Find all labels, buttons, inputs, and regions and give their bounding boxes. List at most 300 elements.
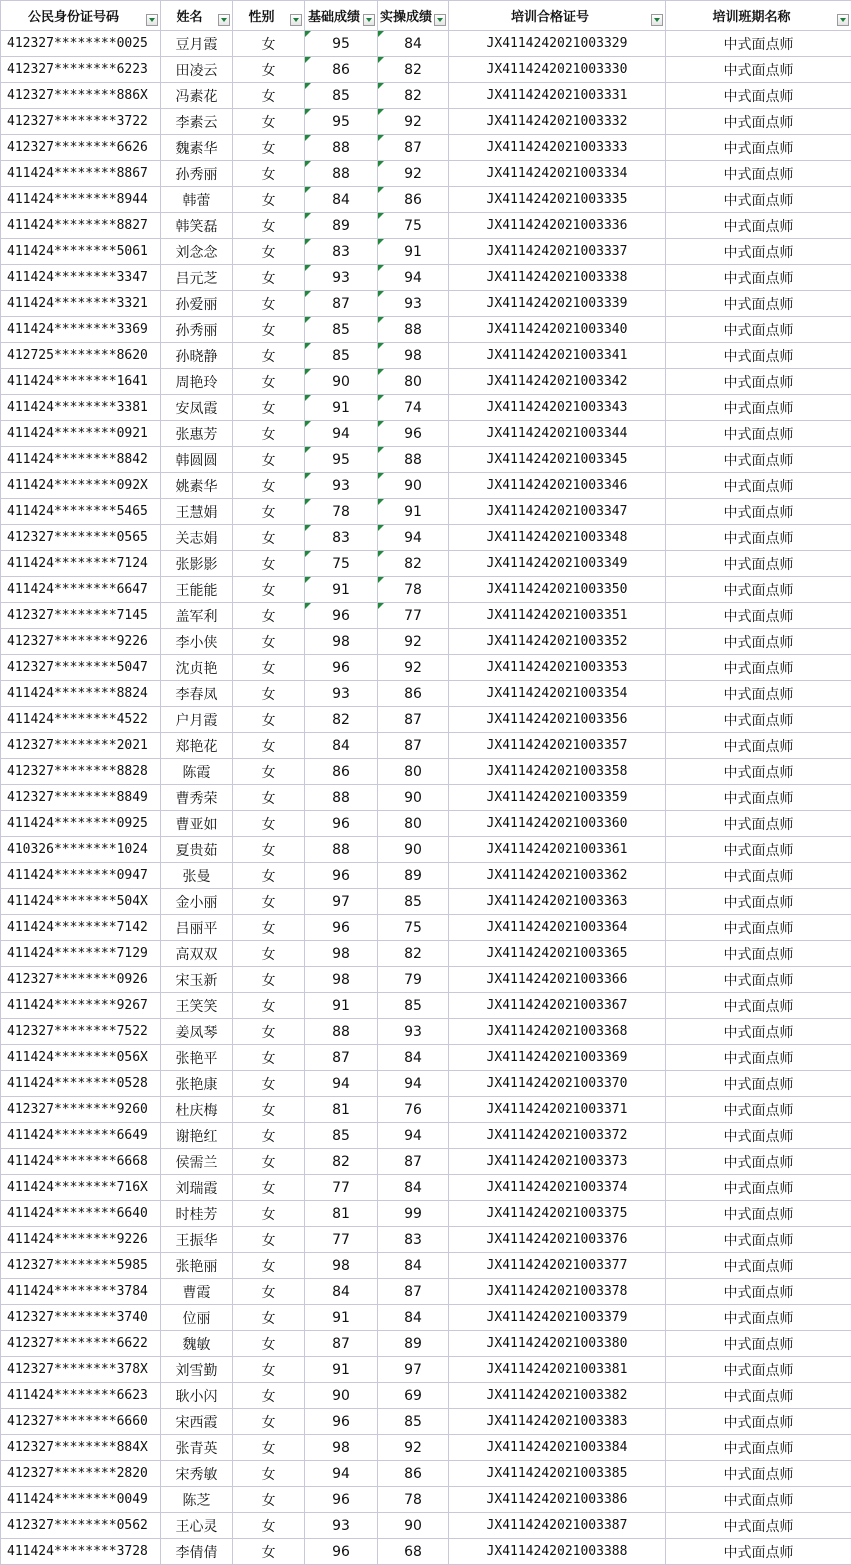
gender-cell[interactable]: 女 (233, 395, 305, 421)
certificate-number-cell[interactable]: JX4114242021003330 (449, 57, 666, 83)
practical-score-cell[interactable]: 91 (378, 239, 449, 265)
gender-cell[interactable]: 女 (233, 1175, 305, 1201)
basic-score-cell[interactable]: 82 (305, 707, 378, 733)
practical-score-cell[interactable]: 94 (378, 265, 449, 291)
basic-score-cell[interactable]: 88 (305, 785, 378, 811)
certificate-number-cell[interactable]: JX4114242021003364 (449, 915, 666, 941)
practical-score-cell[interactable]: 80 (378, 759, 449, 785)
name-cell[interactable]: 姜凤琴 (161, 1019, 233, 1045)
class-name-cell[interactable]: 中式面点师 (666, 603, 851, 629)
basic-score-cell[interactable]: 89 (305, 213, 378, 239)
certificate-number-cell[interactable]: JX4114242021003363 (449, 889, 666, 915)
certificate-number-cell[interactable]: JX4114242021003357 (449, 733, 666, 759)
class-name-cell[interactable]: 中式面点师 (666, 1019, 851, 1045)
practical-score-cell[interactable]: 86 (378, 681, 449, 707)
name-cell[interactable]: 陈芝 (161, 1487, 233, 1513)
gender-cell[interactable]: 女 (233, 421, 305, 447)
basic-score-cell[interactable]: 88 (305, 837, 378, 863)
gender-cell[interactable]: 女 (233, 681, 305, 707)
basic-score-cell[interactable]: 96 (305, 1487, 378, 1513)
basic-score-cell[interactable]: 91 (305, 1357, 378, 1383)
gender-cell[interactable]: 女 (233, 889, 305, 915)
gender-cell[interactable]: 女 (233, 759, 305, 785)
gender-cell[interactable]: 女 (233, 1123, 305, 1149)
header-practical-score[interactable] (378, 1, 449, 31)
gender-cell[interactable]: 女 (233, 187, 305, 213)
gender-cell[interactable]: 女 (233, 1019, 305, 1045)
class-name-cell[interactable]: 中式面点师 (666, 421, 851, 447)
id-number-cell[interactable]: 411424********3784 (1, 1279, 161, 1305)
gender-cell[interactable]: 女 (233, 369, 305, 395)
gender-cell[interactable]: 女 (233, 1513, 305, 1539)
practical-score-cell[interactable]: 92 (378, 629, 449, 655)
basic-score-cell[interactable]: 94 (305, 1071, 378, 1097)
certificate-number-cell[interactable]: JX4114242021003385 (449, 1461, 666, 1487)
basic-score-cell[interactable]: 93 (305, 473, 378, 499)
basic-score-cell[interactable]: 96 (305, 655, 378, 681)
gender-cell[interactable]: 女 (233, 1227, 305, 1253)
practical-score-cell[interactable]: 75 (378, 915, 449, 941)
basic-score-cell[interactable]: 85 (305, 343, 378, 369)
name-cell[interactable]: 陈霞 (161, 759, 233, 785)
practical-score-cell[interactable]: 74 (378, 395, 449, 421)
certificate-number-cell[interactable]: JX4114242021003341 (449, 343, 666, 369)
basic-score-cell[interactable]: 98 (305, 941, 378, 967)
id-number-cell[interactable]: 411424********6647 (1, 577, 161, 603)
gender-cell[interactable]: 女 (233, 603, 305, 629)
certificate-number-cell[interactable]: JX4114242021003372 (449, 1123, 666, 1149)
certificate-number-cell[interactable]: JX4114242021003359 (449, 785, 666, 811)
name-cell[interactable]: 李小侠 (161, 629, 233, 655)
basic-score-cell[interactable]: 98 (305, 629, 378, 655)
class-name-cell[interactable]: 中式面点师 (666, 655, 851, 681)
practical-score-cell[interactable]: 82 (378, 551, 449, 577)
name-cell[interactable]: 周艳玲 (161, 369, 233, 395)
id-number-cell[interactable]: 411424********4522 (1, 707, 161, 733)
certificate-number-cell[interactable]: JX4114242021003338 (449, 265, 666, 291)
class-name-cell[interactable]: 中式面点师 (666, 1331, 851, 1357)
certificate-number-cell[interactable]: JX4114242021003352 (449, 629, 666, 655)
gender-cell[interactable]: 女 (233, 1487, 305, 1513)
practical-score-cell[interactable]: 94 (378, 1071, 449, 1097)
id-number-cell[interactable]: 412327********886X (1, 83, 161, 109)
filter-dropdown-icon[interactable] (146, 14, 158, 26)
certificate-number-cell[interactable]: JX4114242021003332 (449, 109, 666, 135)
certificate-number-cell[interactable]: JX4114242021003337 (449, 239, 666, 265)
class-name-cell[interactable]: 中式面点师 (666, 265, 851, 291)
class-name-cell[interactable]: 中式面点师 (666, 1071, 851, 1097)
id-number-cell[interactable]: 412327********6223 (1, 57, 161, 83)
class-name-cell[interactable]: 中式面点师 (666, 759, 851, 785)
certificate-number-cell[interactable]: JX4114242021003379 (449, 1305, 666, 1331)
class-name-cell[interactable]: 中式面点师 (666, 109, 851, 135)
name-cell[interactable]: 宋秀敏 (161, 1461, 233, 1487)
class-name-cell[interactable]: 中式面点师 (666, 83, 851, 109)
id-number-cell[interactable]: 411424********6623 (1, 1383, 161, 1409)
name-cell[interactable]: 郑艳花 (161, 733, 233, 759)
id-number-cell[interactable]: 412327********3740 (1, 1305, 161, 1331)
basic-score-cell[interactable]: 83 (305, 239, 378, 265)
name-cell[interactable]: 李春凤 (161, 681, 233, 707)
certificate-number-cell[interactable]: JX4114242021003346 (449, 473, 666, 499)
certificate-number-cell[interactable]: JX4114242021003340 (449, 317, 666, 343)
class-name-cell[interactable]: 中式面点师 (666, 1227, 851, 1253)
practical-score-cell[interactable]: 80 (378, 811, 449, 837)
certificate-number-cell[interactable]: JX4114242021003360 (449, 811, 666, 837)
class-name-cell[interactable]: 中式面点师 (666, 733, 851, 759)
id-number-cell[interactable]: 412327********7145 (1, 603, 161, 629)
gender-cell[interactable]: 女 (233, 733, 305, 759)
id-number-cell[interactable]: 412327********9226 (1, 629, 161, 655)
certificate-number-cell[interactable]: JX4114242021003347 (449, 499, 666, 525)
name-cell[interactable]: 张惠芳 (161, 421, 233, 447)
gender-cell[interactable]: 女 (233, 1097, 305, 1123)
id-number-cell[interactable]: 412327********5047 (1, 655, 161, 681)
id-number-cell[interactable]: 411424********7142 (1, 915, 161, 941)
class-name-cell[interactable]: 中式面点师 (666, 1253, 851, 1279)
gender-cell[interactable]: 女 (233, 629, 305, 655)
certificate-number-cell[interactable]: JX4114242021003345 (449, 447, 666, 473)
name-cell[interactable]: 王心灵 (161, 1513, 233, 1539)
certificate-number-cell[interactable]: JX4114242021003388 (449, 1539, 666, 1565)
id-number-cell[interactable]: 411424********3728 (1, 1539, 161, 1565)
basic-score-cell[interactable]: 87 (305, 291, 378, 317)
filter-dropdown-icon[interactable] (290, 14, 302, 26)
gender-cell[interactable]: 女 (233, 551, 305, 577)
basic-score-cell[interactable]: 86 (305, 57, 378, 83)
id-number-cell[interactable]: 411424********5465 (1, 499, 161, 525)
practical-score-cell[interactable]: 75 (378, 213, 449, 239)
class-name-cell[interactable]: 中式面点师 (666, 811, 851, 837)
practical-score-cell[interactable]: 92 (378, 161, 449, 187)
id-number-cell[interactable]: 411424********8944 (1, 187, 161, 213)
name-cell[interactable]: 孙秀丽 (161, 317, 233, 343)
certificate-number-cell[interactable]: JX4114242021003333 (449, 135, 666, 161)
name-cell[interactable]: 张艳平 (161, 1045, 233, 1071)
id-number-cell[interactable]: 412327********9260 (1, 1097, 161, 1123)
gender-cell[interactable]: 女 (233, 317, 305, 343)
gender-cell[interactable]: 女 (233, 811, 305, 837)
gender-cell[interactable]: 女 (233, 343, 305, 369)
basic-score-cell[interactable]: 87 (305, 1331, 378, 1357)
certificate-number-cell[interactable]: JX4114242021003384 (449, 1435, 666, 1461)
basic-score-cell[interactable]: 85 (305, 1123, 378, 1149)
basic-score-cell[interactable]: 85 (305, 317, 378, 343)
basic-score-cell[interactable]: 96 (305, 863, 378, 889)
id-number-cell[interactable]: 412327********8828 (1, 759, 161, 785)
gender-cell[interactable]: 女 (233, 1279, 305, 1305)
name-cell[interactable]: 关志娟 (161, 525, 233, 551)
basic-score-cell[interactable]: 77 (305, 1227, 378, 1253)
name-cell[interactable]: 位丽 (161, 1305, 233, 1331)
practical-score-cell[interactable]: 84 (378, 1253, 449, 1279)
class-name-cell[interactable]: 中式面点师 (666, 915, 851, 941)
class-name-cell[interactable]: 中式面点师 (666, 967, 851, 993)
practical-score-cell[interactable]: 90 (378, 837, 449, 863)
class-name-cell[interactable]: 中式面点师 (666, 889, 851, 915)
id-number-cell[interactable]: 411424********5061 (1, 239, 161, 265)
gender-cell[interactable]: 女 (233, 1149, 305, 1175)
header-certificate-number[interactable] (449, 1, 666, 31)
class-name-cell[interactable]: 中式面点师 (666, 1461, 851, 1487)
name-cell[interactable]: 宋西霞 (161, 1409, 233, 1435)
gender-cell[interactable]: 女 (233, 473, 305, 499)
id-number-cell[interactable]: 411424********1641 (1, 369, 161, 395)
name-cell[interactable]: 杜庆梅 (161, 1097, 233, 1123)
gender-cell[interactable]: 女 (233, 707, 305, 733)
id-number-cell[interactable]: 411424********0925 (1, 811, 161, 837)
name-cell[interactable]: 夏贵茹 (161, 837, 233, 863)
practical-score-cell[interactable]: 87 (378, 1279, 449, 1305)
gender-cell[interactable]: 女 (233, 967, 305, 993)
basic-score-cell[interactable]: 88 (305, 135, 378, 161)
practical-score-cell[interactable]: 77 (378, 603, 449, 629)
name-cell[interactable]: 魏敏 (161, 1331, 233, 1357)
class-name-cell[interactable]: 中式面点师 (666, 1539, 851, 1565)
certificate-number-cell[interactable]: JX4114242021003361 (449, 837, 666, 863)
filter-dropdown-icon[interactable] (434, 14, 446, 26)
id-number-cell[interactable]: 411424********504X (1, 889, 161, 915)
certificate-number-cell[interactable]: JX4114242021003369 (449, 1045, 666, 1071)
name-cell[interactable]: 户月霞 (161, 707, 233, 733)
name-cell[interactable]: 王能能 (161, 577, 233, 603)
id-number-cell[interactable]: 411424********6668 (1, 1149, 161, 1175)
basic-score-cell[interactable]: 96 (305, 603, 378, 629)
name-cell[interactable]: 刘念念 (161, 239, 233, 265)
name-cell[interactable]: 孙晓静 (161, 343, 233, 369)
practical-score-cell[interactable]: 91 (378, 499, 449, 525)
certificate-number-cell[interactable]: JX4114242021003356 (449, 707, 666, 733)
basic-score-cell[interactable]: 94 (305, 1461, 378, 1487)
header-class-name[interactable] (666, 1, 851, 31)
practical-score-cell[interactable]: 87 (378, 135, 449, 161)
id-number-cell[interactable]: 411424********8842 (1, 447, 161, 473)
practical-score-cell[interactable]: 86 (378, 1461, 449, 1487)
class-name-cell[interactable]: 中式面点师 (666, 343, 851, 369)
basic-score-cell[interactable]: 87 (305, 1045, 378, 1071)
practical-score-cell[interactable]: 76 (378, 1097, 449, 1123)
gender-cell[interactable]: 女 (233, 1357, 305, 1383)
filter-dropdown-icon[interactable] (837, 14, 849, 26)
header-basic-score[interactable] (305, 1, 378, 31)
gender-cell[interactable]: 女 (233, 993, 305, 1019)
id-number-cell[interactable]: 411424********3347 (1, 265, 161, 291)
class-name-cell[interactable]: 中式面点师 (666, 1409, 851, 1435)
id-number-cell[interactable]: 411424********8827 (1, 213, 161, 239)
practical-score-cell[interactable]: 90 (378, 473, 449, 499)
certificate-number-cell[interactable]: JX4114242021003367 (449, 993, 666, 1019)
basic-score-cell[interactable]: 96 (305, 811, 378, 837)
practical-score-cell[interactable]: 94 (378, 1123, 449, 1149)
id-number-cell[interactable]: 411424********3321 (1, 291, 161, 317)
gender-cell[interactable]: 女 (233, 161, 305, 187)
certificate-number-cell[interactable]: JX4114242021003373 (449, 1149, 666, 1175)
gender-cell[interactable]: 女 (233, 499, 305, 525)
basic-score-cell[interactable]: 96 (305, 1409, 378, 1435)
gender-cell[interactable]: 女 (233, 1045, 305, 1071)
gender-cell[interactable]: 女 (233, 447, 305, 473)
id-number-cell[interactable]: 412327********3722 (1, 109, 161, 135)
id-number-cell[interactable]: 412327********0562 (1, 1513, 161, 1539)
gender-cell[interactable]: 女 (233, 265, 305, 291)
id-number-cell[interactable]: 411424********8867 (1, 161, 161, 187)
class-name-cell[interactable]: 中式面点师 (666, 1175, 851, 1201)
class-name-cell[interactable]: 中式面点师 (666, 577, 851, 603)
practical-score-cell[interactable]: 92 (378, 655, 449, 681)
certificate-number-cell[interactable]: JX4114242021003376 (449, 1227, 666, 1253)
class-name-cell[interactable]: 中式面点师 (666, 993, 851, 1019)
name-cell[interactable]: 刘瑞霞 (161, 1175, 233, 1201)
class-name-cell[interactable]: 中式面点师 (666, 525, 851, 551)
id-number-cell[interactable]: 411424********7124 (1, 551, 161, 577)
gender-cell[interactable]: 女 (233, 837, 305, 863)
class-name-cell[interactable]: 中式面点师 (666, 1435, 851, 1461)
practical-score-cell[interactable]: 82 (378, 941, 449, 967)
practical-score-cell[interactable]: 78 (378, 1487, 449, 1513)
class-name-cell[interactable]: 中式面点师 (666, 1045, 851, 1071)
name-cell[interactable]: 沈贞艳 (161, 655, 233, 681)
certificate-number-cell[interactable]: JX4114242021003335 (449, 187, 666, 213)
basic-score-cell[interactable]: 77 (305, 1175, 378, 1201)
basic-score-cell[interactable]: 82 (305, 1149, 378, 1175)
gender-cell[interactable]: 女 (233, 863, 305, 889)
class-name-cell[interactable]: 中式面点师 (666, 239, 851, 265)
gender-cell[interactable]: 女 (233, 1539, 305, 1565)
gender-cell[interactable]: 女 (233, 83, 305, 109)
name-cell[interactable]: 谢艳红 (161, 1123, 233, 1149)
basic-score-cell[interactable]: 84 (305, 733, 378, 759)
class-name-cell[interactable]: 中式面点师 (666, 1487, 851, 1513)
name-cell[interactable]: 韩蕾 (161, 187, 233, 213)
basic-score-cell[interactable]: 85 (305, 83, 378, 109)
id-number-cell[interactable]: 412327********0025 (1, 31, 161, 57)
basic-score-cell[interactable]: 93 (305, 1513, 378, 1539)
id-number-cell[interactable]: 411424********6640 (1, 1201, 161, 1227)
certificate-number-cell[interactable]: JX4114242021003344 (449, 421, 666, 447)
practical-score-cell[interactable]: 94 (378, 525, 449, 551)
practical-score-cell[interactable]: 86 (378, 187, 449, 213)
class-name-cell[interactable]: 中式面点师 (666, 681, 851, 707)
class-name-cell[interactable]: 中式面点师 (666, 941, 851, 967)
certificate-number-cell[interactable]: JX4114242021003370 (449, 1071, 666, 1097)
practical-score-cell[interactable]: 93 (378, 291, 449, 317)
basic-score-cell[interactable]: 95 (305, 31, 378, 57)
practical-score-cell[interactable]: 85 (378, 1409, 449, 1435)
certificate-number-cell[interactable]: JX4114242021003381 (449, 1357, 666, 1383)
class-name-cell[interactable]: 中式面点师 (666, 369, 851, 395)
name-cell[interactable]: 高双双 (161, 941, 233, 967)
gender-cell[interactable]: 女 (233, 31, 305, 57)
name-cell[interactable]: 田凌云 (161, 57, 233, 83)
practical-score-cell[interactable]: 78 (378, 577, 449, 603)
id-number-cell[interactable]: 411424********3381 (1, 395, 161, 421)
gender-cell[interactable]: 女 (233, 1409, 305, 1435)
name-cell[interactable]: 宋玉新 (161, 967, 233, 993)
class-name-cell[interactable]: 中式面点师 (666, 1305, 851, 1331)
name-cell[interactable]: 张影影 (161, 551, 233, 577)
gender-cell[interactable]: 女 (233, 239, 305, 265)
class-name-cell[interactable]: 中式面点师 (666, 863, 851, 889)
filter-dropdown-icon[interactable] (363, 14, 375, 26)
basic-score-cell[interactable]: 98 (305, 1435, 378, 1461)
basic-score-cell[interactable]: 97 (305, 889, 378, 915)
certificate-number-cell[interactable]: JX4114242021003366 (449, 967, 666, 993)
practical-score-cell[interactable]: 88 (378, 317, 449, 343)
class-name-cell[interactable]: 中式面点师 (666, 161, 851, 187)
class-name-cell[interactable]: 中式面点师 (666, 499, 851, 525)
name-cell[interactable]: 韩圆圆 (161, 447, 233, 473)
gender-cell[interactable]: 女 (233, 1461, 305, 1487)
name-cell[interactable]: 王振华 (161, 1227, 233, 1253)
certificate-number-cell[interactable]: JX4114242021003383 (449, 1409, 666, 1435)
practical-score-cell[interactable]: 84 (378, 1305, 449, 1331)
id-number-cell[interactable]: 412327********378X (1, 1357, 161, 1383)
basic-score-cell[interactable]: 78 (305, 499, 378, 525)
name-cell[interactable]: 张艳康 (161, 1071, 233, 1097)
practical-score-cell[interactable]: 99 (378, 1201, 449, 1227)
practical-score-cell[interactable]: 79 (378, 967, 449, 993)
name-cell[interactable]: 姚素华 (161, 473, 233, 499)
name-cell[interactable]: 安凤霞 (161, 395, 233, 421)
certificate-number-cell[interactable]: JX4114242021003374 (449, 1175, 666, 1201)
practical-score-cell[interactable]: 93 (378, 1019, 449, 1045)
practical-score-cell[interactable]: 88 (378, 447, 449, 473)
certificate-number-cell[interactable]: JX4114242021003339 (449, 291, 666, 317)
id-number-cell[interactable]: 412327********2820 (1, 1461, 161, 1487)
class-name-cell[interactable]: 中式面点师 (666, 1097, 851, 1123)
certificate-number-cell[interactable]: JX4114242021003329 (449, 31, 666, 57)
id-number-cell[interactable]: 412327********8849 (1, 785, 161, 811)
class-name-cell[interactable]: 中式面点师 (666, 57, 851, 83)
name-cell[interactable]: 张曼 (161, 863, 233, 889)
class-name-cell[interactable]: 中式面点师 (666, 1279, 851, 1305)
certificate-number-cell[interactable]: JX4114242021003368 (449, 1019, 666, 1045)
gender-cell[interactable]: 女 (233, 577, 305, 603)
name-cell[interactable]: 张青英 (161, 1435, 233, 1461)
gender-cell[interactable]: 女 (233, 941, 305, 967)
certificate-number-cell[interactable]: JX4114242021003358 (449, 759, 666, 785)
id-number-cell[interactable]: 412327********7522 (1, 1019, 161, 1045)
name-cell[interactable]: 曹亚如 (161, 811, 233, 837)
certificate-number-cell[interactable]: JX4114242021003343 (449, 395, 666, 421)
basic-score-cell[interactable]: 86 (305, 759, 378, 785)
header-gender[interactable] (233, 1, 305, 31)
certificate-number-cell[interactable]: JX4114242021003380 (449, 1331, 666, 1357)
basic-score-cell[interactable]: 91 (305, 1305, 378, 1331)
basic-score-cell[interactable]: 84 (305, 1279, 378, 1305)
gender-cell[interactable]: 女 (233, 57, 305, 83)
name-cell[interactable]: 王慧娟 (161, 499, 233, 525)
certificate-number-cell[interactable]: JX4114242021003336 (449, 213, 666, 239)
name-cell[interactable]: 侯需兰 (161, 1149, 233, 1175)
class-name-cell[interactable]: 中式面点师 (666, 707, 851, 733)
basic-score-cell[interactable]: 96 (305, 1539, 378, 1565)
class-name-cell[interactable]: 中式面点师 (666, 213, 851, 239)
basic-score-cell[interactable]: 93 (305, 265, 378, 291)
id-number-cell[interactable]: 411424********0947 (1, 863, 161, 889)
id-number-cell[interactable]: 411424********9267 (1, 993, 161, 1019)
name-cell[interactable]: 曹霞 (161, 1279, 233, 1305)
class-name-cell[interactable]: 中式面点师 (666, 291, 851, 317)
class-name-cell[interactable]: 中式面点师 (666, 473, 851, 499)
basic-score-cell[interactable]: 98 (305, 1253, 378, 1279)
id-number-cell[interactable]: 411424********716X (1, 1175, 161, 1201)
class-name-cell[interactable]: 中式面点师 (666, 551, 851, 577)
practical-score-cell[interactable]: 87 (378, 733, 449, 759)
class-name-cell[interactable]: 中式面点师 (666, 837, 851, 863)
id-number-cell[interactable]: 412725********8620 (1, 343, 161, 369)
gender-cell[interactable]: 女 (233, 1331, 305, 1357)
